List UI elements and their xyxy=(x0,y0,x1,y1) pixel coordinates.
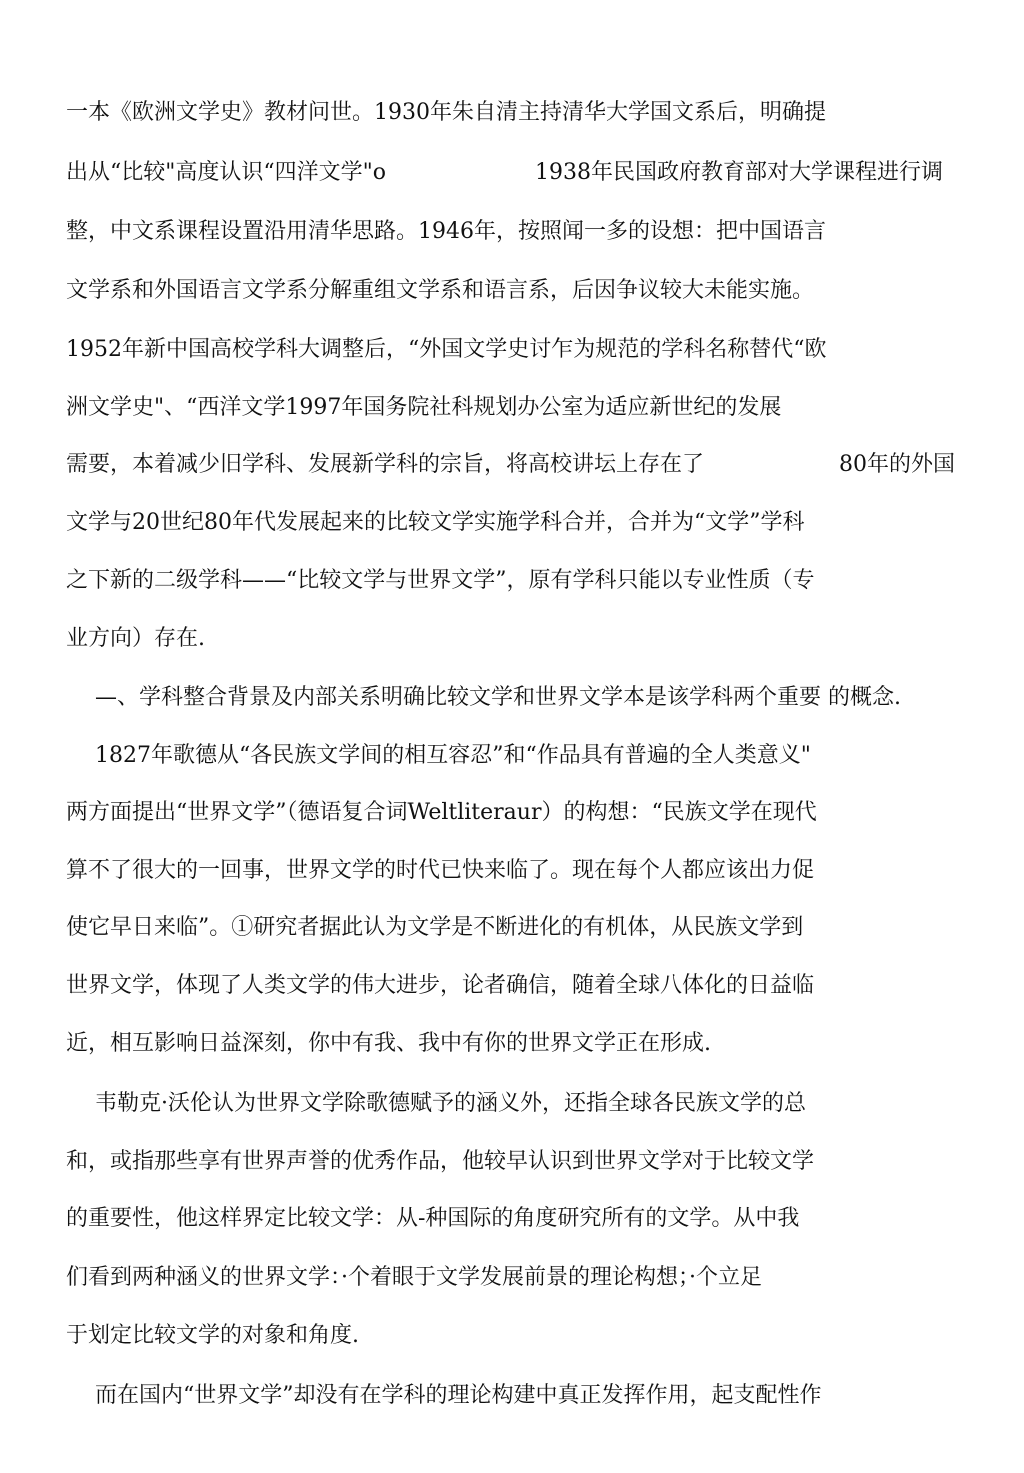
text-line-18: 韦勒克·沃伦认为世界文学除歌德赋予的涵义外，还指全球各民族文学的总 xyxy=(95,1091,806,1116)
text-line-15: 使它早日来临”。①研究者据此认为文学是不断进化的有机体，从民族文学到 xyxy=(66,915,804,940)
text-line-21: 们看到两种涵义的世界文学：·个着眼于文学发展前景的理论构想；·个立足 xyxy=(66,1265,762,1290)
text-line-7: 需要，本着减少旧学科、发展新学科的宗旨，将高校讲坛上存在了 80年的外国 xyxy=(66,452,955,477)
text-line-17: 近，相互影响日益深刻，你中有我、我中有你的世界文学正在形成. xyxy=(66,1031,711,1056)
text-line-9: 之下新的二级学科——“比较文学与世界文学”，原有学科只能以专业性质（专 xyxy=(66,568,815,593)
text-line-1: 一本《欧洲文学史》教材问世。1930年朱自清主持清华大学国文系后，明确提 xyxy=(66,100,826,125)
text-line-14: 算不了很大的一回事，世界文学的时代已快来临了。现在每个人都应该出力促 xyxy=(66,858,815,883)
text-line-13: 两方面提出“世界文学”（德语复合词Weltliteraur）的构想：“民族文学在现代 xyxy=(66,800,817,825)
text-line-2: 出从“比较"高度认识“四洋文学"o 1938年民国政府教育部对大学课程进行调 xyxy=(66,160,943,185)
text-line-3: 整，中文系课程设置沿用清华思路。1946年，按照闻一多的设想：把中国语言 xyxy=(66,219,826,244)
text-line-20: 的重要性，他这样界定比较文学：从-种国际的角度研究所有的文学。从中我 xyxy=(66,1206,800,1231)
text-line-22: 于划定比较文学的对象和角度. xyxy=(66,1323,359,1348)
section-heading-line: —、学科整合背景及内部关系明确比较文学和世界文学本是该学科两个重要 的概念. xyxy=(95,685,901,710)
text-line-5: 1952年新中国高校学科大调整后，“外国文学史讨乍为规范的学科名称替代“欧 xyxy=(66,337,827,362)
text-line-4: 文学系和外国语言文学系分解重组文学系和语言系，后因争议较大未能实施。 xyxy=(66,278,815,303)
text-line-6: 洲文学史"、“西洋文学1997年国务院社科规划办公室为适应新世纪的发展 xyxy=(66,395,782,420)
text-line-12: 1827年歌德从“各民族文学间的相互容忍”和“作品具有普遍的全人类意义" xyxy=(95,743,811,768)
text-line-10: 业方向）存在. xyxy=(66,626,205,651)
text-line-16: 世界文学，体现了人类文学的伟大进步，论者确信，随着全球八体化的日益临 xyxy=(66,973,815,998)
text-line-19: 和，或指那些享有世界声誉的优秀作品，他较早认识到世界文学对于比较文学 xyxy=(66,1149,815,1174)
text-line-23: 而在国内“世界文学”却没有在学科的理论构建中真正发挥作用，起支配性作 xyxy=(95,1383,822,1408)
text-line-8: 文学与20世纪80年代发展起来的比较文学实施学科合并，合并为“文学”学科 xyxy=(66,510,805,535)
